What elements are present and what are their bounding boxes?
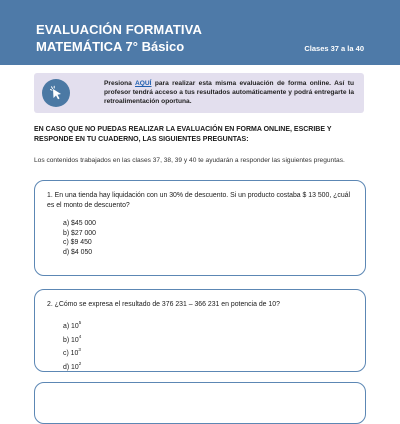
- option-d: d) $10^2$: [63, 361, 82, 372]
- option-c: c) $9 450: [63, 239, 92, 247]
- option-c: c) $10^3$: [63, 347, 81, 358]
- question-1-box: [34, 180, 366, 276]
- online-notice: [34, 73, 364, 113]
- title-line-1: EVALUACIÓN FORMATIVA: [36, 22, 202, 37]
- header-banner: [0, 0, 400, 65]
- cursor-click-icon: [42, 79, 70, 107]
- question-2-options: [63, 318, 81, 373]
- option-d: d) $4 050: [63, 249, 93, 257]
- notice-suffix: para realizar esta misma evaluación de forma online. Así tu profesor tendrá acceso a tus resultados automáticamente y podrá entregarte la retroalimentación oportuna.: [104, 80, 354, 105]
- notice-prefix: Presiona: [104, 80, 135, 87]
- option-b: b) $10^4$: [63, 333, 82, 344]
- option-a: a) $10^5$: [63, 320, 82, 330]
- instructions: EN CASO QUE NO PUEDAS REALIZAR LA EVALUACIÓN EN FORMA ONLINE, ESCRIBE Y RESPONDE EN TU CUADERNO, LAS SIGUIENTES PREGUNTAS:: [34, 126, 332, 143]
- notice-text: [104, 79, 354, 106]
- question-2-box: [34, 289, 366, 372]
- title-line-2: MATEMÁTICA 7° Básico: [36, 39, 185, 54]
- question-1-options: [63, 219, 96, 258]
- option-a: a) $45 000: [63, 220, 96, 227]
- intro-text: Los contenidos trabajados en las clases 37, 38, 39 y 40 te ayudarán a responder las siguientes preguntas.: [34, 157, 345, 164]
- option-b: b) $27 000: [63, 229, 96, 237]
- question-2-text: 2. ¿Cómo se expresa el resultado de 376 231 – 366 231 en potencia de 10?: [47, 301, 280, 308]
- online-link[interactable]: AQUÍ: [135, 80, 152, 87]
- classes-label: Clases 37 a la 40: [304, 44, 364, 53]
- question-3-box: [34, 382, 366, 424]
- question-1-text: 1. En una tienda hay liquidación con un 30% de descuento. Si un producto costaba $ 13 500, ¿cuál es el monto de descuento?: [47, 192, 351, 209]
